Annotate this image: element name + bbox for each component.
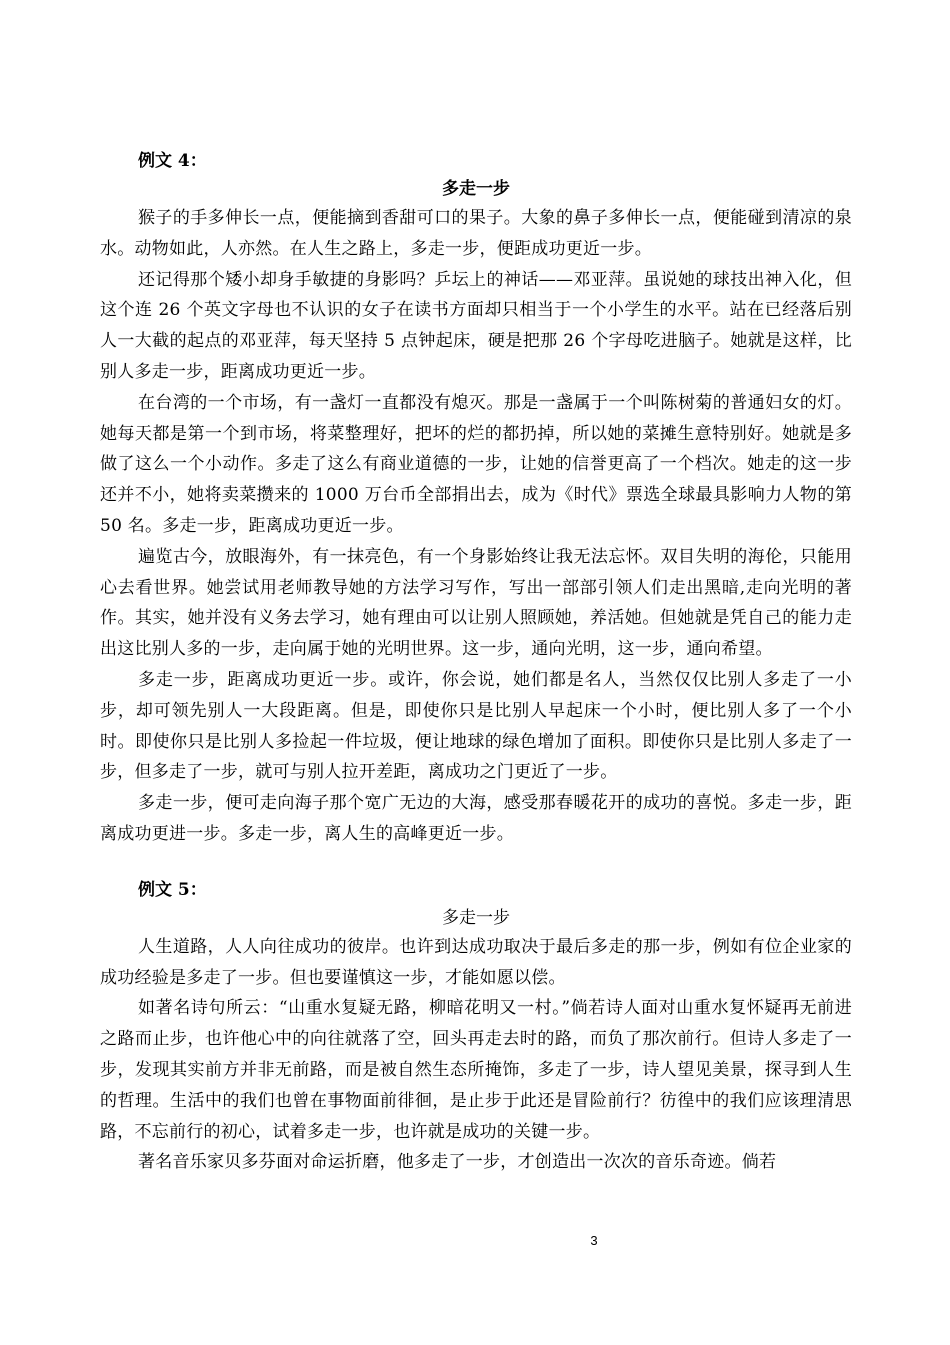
example-5-paragraph-2: 如著名诗句所云：“山重水复疑无路，柳暗花明又一村。”倘若诗人面对山重水复怀疑再无前进之路而止步，也许他心中的向往就落了空，回头再走去时的路，而负了那次前行。但诗人多走了一步，发现其实前方并非无前路，而是被自然生态所掩饰，多走了一步，诗人望见美景，探寻到人生的哲理。生活中的我们也曾在事物面前徘徊，是止步于此还是冒险前行？彷徨中的我们应该理清思路，不忘前行的初心，试着多走一步，也许就是成功的关键一步。: [100, 998, 852, 1142]
example-4-paragraph-3: 在台湾的一个市场，有一盏灯一直都没有熄灭。那是一盏属于一个叫陈树菊的普通妇女的灯。她每天都是第一个到市场，将菜整理好，把坏的烂的都扔掉，所以她的菜摊生意特别好。她就是多做了这么一个小动作。多走了这么有商业道德的一步，让她的信誉更高了一个档次。她走的这一步还并不小，她将卖菜攒来的 1000 万台币全部捐出去，成为《时代》票选全球最具影响力人物的第 50 名。多走一步，距离成功更近一步。: [100, 392, 852, 536]
example-4-label: 例文 4：: [138, 151, 207, 171]
example-5-paragraph-1: 人生道路，人人向往成功的彼岸。也许到达成功取决于最后多走的那一步，例如有位企业家的成功经验是多走了一步。但也要谨慎这一步，才能如愿以偿。: [100, 936, 852, 988]
example-4-paragraph-1: 猴子的手多伸长一点，便能摘到香甜可口的果子。大象的鼻子多伸长一点，便能碰到清凉的泉水。动物如此，人亦然。在人生之路上，多走一步，便距成功更近一步。: [100, 208, 852, 259]
example-5-paragraph-3: 著名音乐家贝多芬面对命运折磨，他多走了一步，才创造出一次次的音乐奇迹。倘若: [138, 1152, 777, 1173]
example-4-paragraph-5: 多走一步，距离成功更近一步。或许，你会说，她们都是名人，当然仅仅比别人多走了一小步，却可领先别人一大段距离。但是，即使你只是比别人早起床一个小时，便比别人多了一个小时。即使你只是比别人多捡起一件垃圾，便让地球的绿色增加了面积。即使你只是比别人多走了一步，但多走了一步，就可与别人拉开差距，离成功之门更近了一步。: [100, 669, 852, 783]
example-4-section: [100, 147, 852, 850]
document-page: [100, 147, 852, 1178]
example-5-label: 例文 5：: [138, 879, 207, 900]
page-number: 3: [590, 1233, 598, 1248]
section-gap: [100, 850, 852, 876]
example-4-paragraph-2: 还记得那个矮小却身手敏捷的身影吗？乒坛上的神话——邓亚萍。虽说她的球技出神入化，但这个连 26 个英文字母也不认识的女子在读书方面却只相当于一个小学生的水平。站在已经落后别人一大截的起点的邓亚萍，每天坚持 5 点钟起床，硬是把那 26 个字母吃进脑子。她就是这样，比别人多走一步，距离成功更近一步。: [100, 269, 852, 382]
example-4-paragraph-4: 遍览古今，放眼海外，有一抹亮色，有一个身影始终让我无法忘怀。双目失明的海伦，只能用心去看世界。她尝试用老师教导她的方法学习写作，写出一部部引领人们走出黑暗,走向光明的著作。其实，她并没有义务去学习，她有理由可以让别人照顾她，养活她。但她就是凭自己的能力走出这比别人多的一步，走向属于她的光明世界。这一步，通向光明，这一步，通向希望。: [100, 546, 852, 660]
example-5-section: [100, 876, 852, 1178]
example-4-title: 多走一步: [442, 179, 510, 199]
example-4-paragraph-6: 多走一步，便可走向海子那个宽广无边的大海，感受那春暖花开的成功的喜悦。多走一步，距离成功更进一步。多走一步，离人生的高峰更近一步。: [100, 793, 852, 844]
example-5-title: 多走一步: [442, 907, 510, 928]
